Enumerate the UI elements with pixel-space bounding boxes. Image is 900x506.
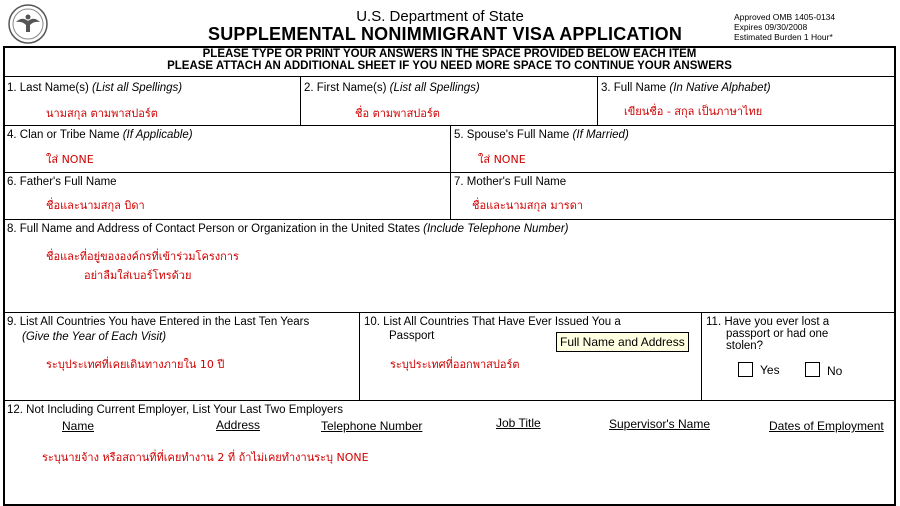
- divider: [597, 76, 598, 125]
- father-name-note[interactable]: ชื่อและนามสกุล บิดา: [46, 199, 145, 212]
- us-contact-note-2[interactable]: อย่าลืมใส่เบอร์โทรด้วย: [84, 269, 192, 282]
- instruction-line-1: PLEASE TYPE OR PRINT YOUR ANSWERS IN THE SPACE PROVIDED BELOW EACH ITEM: [202, 48, 697, 60]
- field-tooltip: Full Name and Address: [556, 332, 689, 352]
- clan-tribe-note[interactable]: ใส่ NONE: [46, 153, 94, 166]
- mother-name-note[interactable]: ชื่อและนามสกุล มารดา: [472, 199, 584, 212]
- no-checkbox[interactable]: [805, 362, 820, 377]
- employer-column-dates: Dates of Employment: [769, 419, 884, 433]
- father-name-label: 6. Father's Full Name: [7, 176, 117, 188]
- us-contact-note-1[interactable]: ชื่อและที่อยู่ขององค์กรที่เข้าร่วมโครงการ: [46, 250, 239, 263]
- clan-tribe-label: 4. Clan or Tribe Name (If Applicable): [7, 129, 193, 141]
- form-title: SUPPLEMENTAL NONIMMIGRANT VISA APPLICATION: [208, 24, 683, 44]
- divider: [359, 312, 360, 400]
- yes-checkbox[interactable]: [738, 362, 753, 377]
- divider: [4, 312, 895, 313]
- spouse-name-label: 5. Spouse's Full Name (If Married): [454, 129, 629, 141]
- divider: [4, 76, 895, 77]
- first-name-note[interactable]: ชื่อ ตามพาสปอร์ต: [355, 107, 440, 120]
- instructions: [5, 48, 894, 72]
- last-name-note[interactable]: นามสกุล ตามพาสปอร์ต: [46, 107, 158, 120]
- lost-passport-label-3: stolen?: [726, 340, 764, 352]
- passport-countries-label: 10. List All Countries That Have Ever Issued You a: [364, 316, 621, 328]
- omb-burden: Estimated Burden 1 Hour*: [734, 32, 833, 42]
- last-name-label: 1. Last Name(s) (List all Spellings): [7, 82, 183, 94]
- lost-passport-label: 11. Have you ever lost a: [706, 316, 830, 328]
- passport-countries-label-2: Passport: [389, 330, 435, 342]
- employer-column-supervisor: Supervisor's Name: [609, 417, 710, 431]
- divider: [4, 400, 895, 401]
- omb-info: [734, 12, 835, 42]
- omb-approval: Approved OMB 1405-0134: [734, 12, 836, 22]
- instruction-line-2: PLEASE ATTACH AN ADDITIONAL SHEET IF YOU NEED MORE SPACE TO CONTINUE YOUR ANSWERS: [167, 60, 732, 72]
- lost-passport-label-2: passport or had one: [726, 328, 829, 340]
- previous-employers-label: 12. Not Including Current Employer, List Your Last Two Employers: [7, 404, 344, 416]
- employer-column-job-title: Job Title: [496, 416, 541, 430]
- passport-countries-note[interactable]: ระบุประเทศที่ออกพาสปอร์ต: [390, 358, 520, 371]
- countries-entered-label: 9. List All Countries You have Entered in the Last Ten Years: [7, 316, 310, 328]
- department-of-state-seal-icon: [8, 4, 48, 44]
- mother-name-label: 7. Mother's Full Name: [454, 176, 567, 188]
- omb-expires: Expires 09/30/2008: [734, 22, 808, 32]
- countries-entered-hint: (Give the Year of Each Visit): [22, 331, 167, 343]
- native-full-name-label: 3. Full Name (In Native Alphabet): [601, 82, 771, 94]
- employer-column-address: Address: [216, 418, 261, 432]
- employer-column-name: Name: [62, 419, 95, 433]
- us-contact-label: 8. Full Name and Address of Contact Person or Organization in the United States (Include Telephone Number): [7, 223, 569, 235]
- no-label: No: [827, 364, 843, 378]
- employer-column-telephone: Telephone Number: [321, 419, 423, 433]
- divider: [4, 219, 895, 220]
- yes-label: Yes: [760, 363, 780, 377]
- divider: [450, 125, 451, 219]
- native-full-name-note[interactable]: เขียนชื่อ - สกุล เป็นภาษาไทย: [624, 105, 763, 118]
- department-name: U.S. Department of State: [356, 8, 524, 25]
- countries-entered-note[interactable]: ระบุประเทศที่เคยเดินทางภายใน 10 ปี: [46, 358, 225, 371]
- first-name-label: 2. First Name(s) (List all Spellings): [304, 82, 480, 94]
- divider: [300, 76, 301, 125]
- divider: [701, 312, 702, 400]
- spouse-name-note[interactable]: ใส่ NONE: [478, 153, 526, 166]
- previous-employers-note[interactable]: ระบุนายจ้าง หรือสถานที่ที่เคยทำงาน 2 ที่ ถ้าไม่เคยทำงานระบุ NONE: [42, 451, 369, 464]
